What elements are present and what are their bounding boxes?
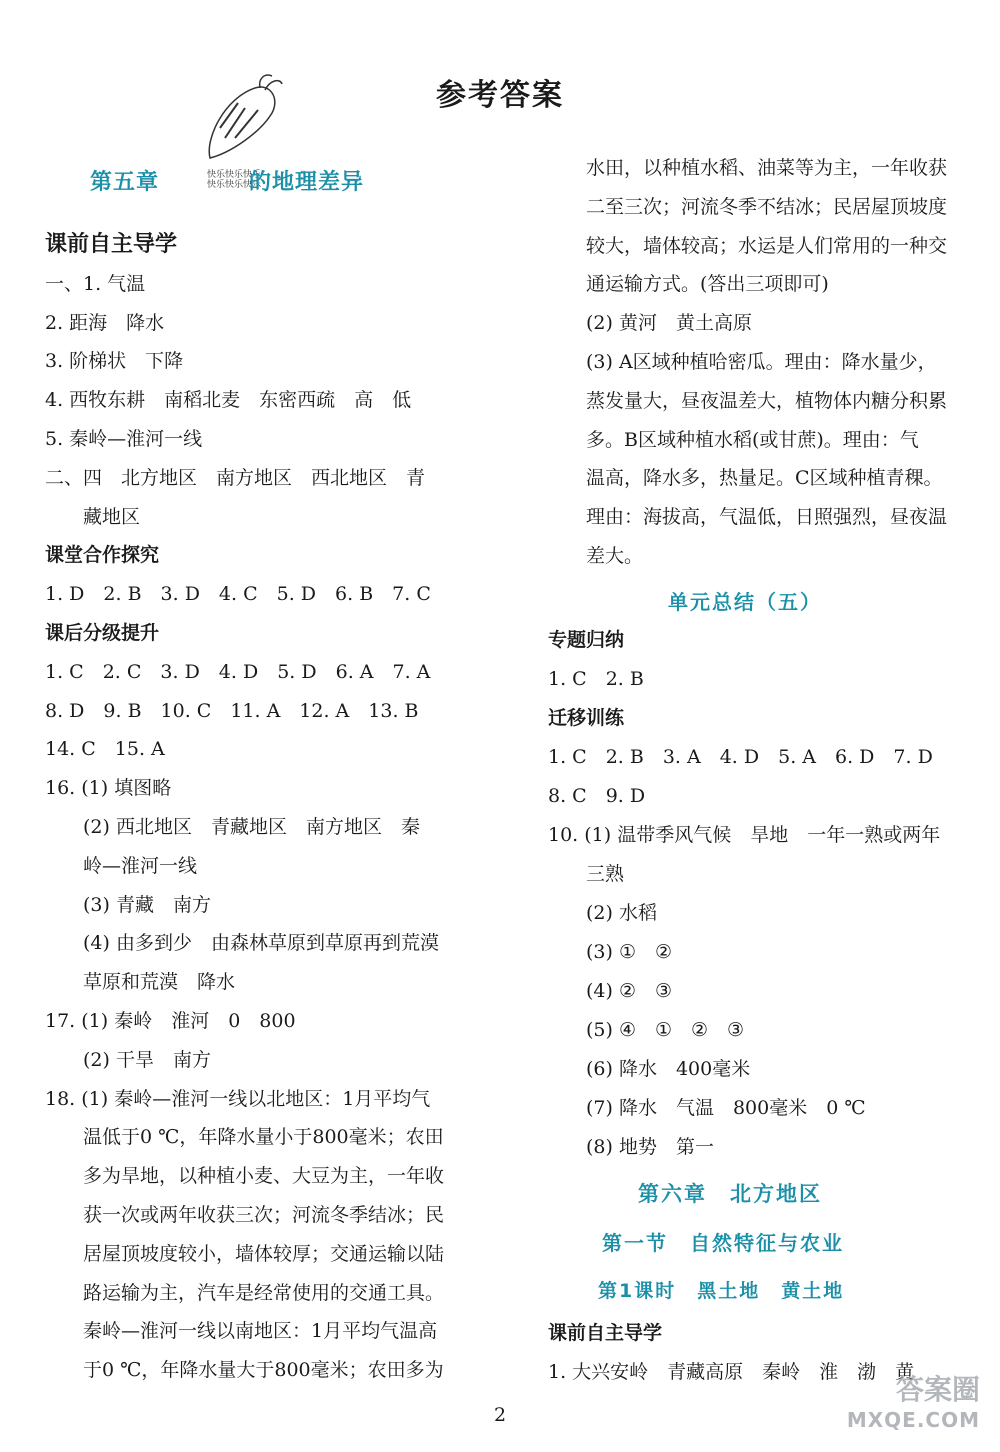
section-heading: 课前自主导学 xyxy=(548,1322,663,1344)
scribble-note: 快乐快乐快乐 快乐快乐快乐 xyxy=(207,170,262,190)
section-heading: 课后分级提升 xyxy=(45,622,160,644)
answer-line: 路运输为主，汽车是经常使用的交通工具。 xyxy=(83,1281,445,1304)
unit-summary-heading: 单元总结（五） xyxy=(668,590,822,614)
answer-line: (6) 降水 400毫米 xyxy=(586,1058,751,1080)
answer-line: 较大，墙体较高；水运是人们常用的一种交 xyxy=(586,234,948,257)
answer-line: 通运输方式。(答出三项即可) xyxy=(586,273,829,296)
answer-line: 理由：海拔高，气温低，日照强烈，昼夜温 xyxy=(586,506,948,529)
section-heading: 课堂合作探究 xyxy=(45,544,160,567)
answer-line: 水田，以种植水稻、油菜等为主，一年收获 xyxy=(586,157,948,179)
answer-line: 居屋顶坡度较小，墙体较厚；交通运输以陆 xyxy=(83,1242,445,1265)
answer-line: 一、1. 气温 xyxy=(45,272,146,295)
answer-line: (2) 干旱 南方 xyxy=(83,1048,211,1071)
answer-line: 14. C 15. A xyxy=(45,738,165,761)
chapter6-heading: 第六章 北方地区 xyxy=(638,1182,822,1206)
answer-line: 差大。 xyxy=(586,545,644,567)
answer-line: 8. D 9. B 10. C 11. A 12. A 13. B xyxy=(45,699,419,722)
answer-line: 获一次或两年收获三次；河流冬季结冰；民 xyxy=(83,1204,445,1226)
answer-line: 2. 距海 降水 xyxy=(45,311,165,334)
answer-line: 蒸发量大，昼夜温差大，植物体内糖分积累 xyxy=(586,389,948,412)
answer-line: 于0 ℃，年降水量大于800毫米；农田多为 xyxy=(83,1359,444,1382)
answer-line: 多。B区域种植水稻(或甘蔗)。理由：气 xyxy=(586,428,919,451)
page-number: 2 xyxy=(493,1404,507,1426)
answer-line: 4. 西牧东耕 南稻北麦 东密西疏 高 低 xyxy=(45,389,412,412)
answer-line: (4) 由多到少 由森林草原到草原再到荒漠 xyxy=(83,932,439,955)
answer-line: 1. 大兴安岭 青藏高原 秦岭 淮 渤 黄 xyxy=(548,1360,915,1383)
answer-line: 温低于0 ℃，年降水量小于800毫米；农田 xyxy=(83,1126,444,1149)
answer-line: (5) ④ ① ② ③ xyxy=(586,1019,745,1041)
answer-line: 17. (1) 秦岭 淮河 0 800 xyxy=(45,1010,296,1032)
answer-line: (2) 水稻 xyxy=(586,902,657,924)
answer-line: 1. C 2. B 3. A 4. D 5. A 6. D 7. D xyxy=(548,746,933,768)
section-heading: 专题归纳 xyxy=(548,629,625,651)
answer-line: 10. (1) 温带季风气候 旱地 一年一熟或两年 xyxy=(548,824,941,846)
answer-line: (7) 降水 气温 800毫米 0 ℃ xyxy=(586,1097,866,1119)
answer-line: 18. (1) 秦岭—淮河一线以北地区：1月平均气 xyxy=(45,1087,431,1110)
answer-line: 三熟 xyxy=(586,863,625,885)
answer-line: 二、四 北方地区 南方地区 西北地区 青 xyxy=(45,466,426,489)
answer-line: 草原和荒漠 降水 xyxy=(83,971,236,994)
answer-line: 5. 秦岭—淮河一线 xyxy=(45,428,203,450)
section-heading: 课前自主导学 xyxy=(45,232,178,257)
answer-line: 1. C 2. B xyxy=(548,668,644,690)
answer-line: 二至三次；河流冬季不结冰；民居屋顶坡度 xyxy=(586,195,948,218)
answer-line: 1. D 2. B 3. D 4. C 5. D 6. B 7. C xyxy=(45,583,431,606)
chapter5-heading: 第五章 的地理差异 xyxy=(90,170,365,195)
answer-line: 岭—淮河一线 xyxy=(83,854,198,877)
answer-line: (2) 黄河 黄土高原 xyxy=(586,312,752,335)
lesson1-heading: 第1课时 黑土地 黄土地 xyxy=(598,1280,845,1302)
carrot-doodle-icon xyxy=(200,68,290,168)
section-heading: 迁移训练 xyxy=(548,707,625,729)
answer-line: (4) ② ③ xyxy=(586,980,673,1002)
answer-line: 3. 阶梯状 下降 xyxy=(45,350,184,373)
answer-line: 多为旱地，以种植小麦、大豆为主，一年收 xyxy=(83,1165,445,1188)
answer-line: (2) 西北地区 青藏地区 南方地区 秦 xyxy=(83,816,420,838)
answer-line: (3) ① ② xyxy=(586,941,673,963)
section1-heading: 第一节 自然特征与农业 xyxy=(602,1231,844,1255)
answer-line: 藏地区 xyxy=(83,505,141,528)
answer-line: 1. C 2. C 3. D 4. D 5. D 6. A 7. A xyxy=(45,660,431,683)
answer-line: 温高，降水多，热量足。C区域种植青稞。 xyxy=(586,467,943,490)
answer-line: (8) 地势 第一 xyxy=(586,1136,714,1158)
watermark: 答案圈 MXQE.COM xyxy=(846,1373,980,1432)
answer-line: 16. (1) 填图略 xyxy=(45,777,172,800)
answer-line: (3) 青藏 南方 xyxy=(83,893,211,916)
page-title: 参考答案 xyxy=(436,78,564,113)
answer-line: 秦岭—淮河一线以南地区：1月平均气温高 xyxy=(83,1320,438,1343)
answer-line: (3) A区域种植哈密瓜。理由：降水量少， xyxy=(586,351,937,373)
answer-line: 8. C 9. D xyxy=(548,785,646,807)
